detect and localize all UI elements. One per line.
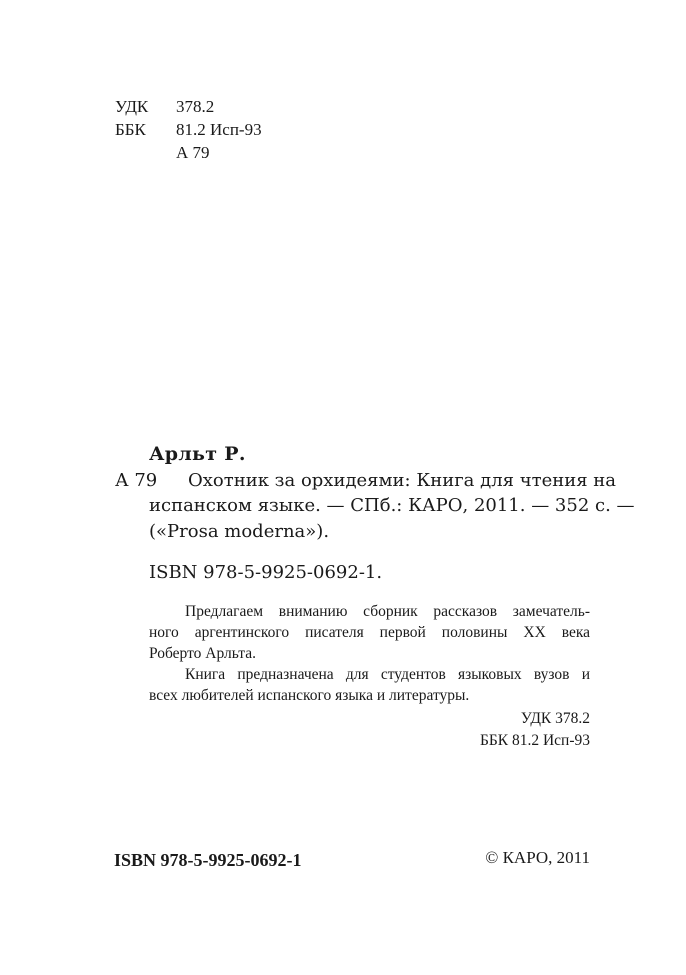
- annotation-p2-line-1: Книга предназначена для студентов языковых вузов и: [185, 666, 590, 683]
- index-bbk: ББК 81.2 Исп-93: [479, 732, 590, 749]
- author-name: Арльт Р.: [149, 443, 246, 465]
- udk-label: УДК: [115, 97, 149, 116]
- entry-mark: А 79: [115, 470, 158, 491]
- bbk-value: 81.2 Исп-93: [176, 120, 262, 139]
- author-mark: А 79: [176, 143, 210, 162]
- annotation-p1-line-2: ного аргентинского писателя первой половины XX века: [149, 624, 590, 641]
- annotation-p1-line-1: Предлагаем вниманию сборник рассказов замечатель-: [185, 603, 590, 620]
- index-udk: УДК 378.2: [520, 710, 590, 727]
- udk-value: 378.2: [176, 97, 215, 116]
- bbk-label: ББК: [115, 120, 146, 139]
- entry-line-2: испанском языке. — СПб.: КАРО, 2011. — 352 с. —: [149, 495, 635, 516]
- footer-copyright: © КАРО, 2011: [485, 848, 590, 867]
- footer-isbn: ISBN 978-5-9925-0692-1: [114, 850, 302, 870]
- entry-isbn: ISBN 978-5-9925-0692-1.: [149, 562, 383, 583]
- entry-line-3: («Prosa moderna»).: [149, 521, 330, 542]
- annotation-p2-line-2: всех любителей испанского языка и литературы.: [149, 687, 470, 704]
- entry-line-1: Охотник за орхидеями: Книга для чтения на: [188, 470, 617, 491]
- annotation-p1-line-3: Роберто Арльта.: [149, 645, 256, 662]
